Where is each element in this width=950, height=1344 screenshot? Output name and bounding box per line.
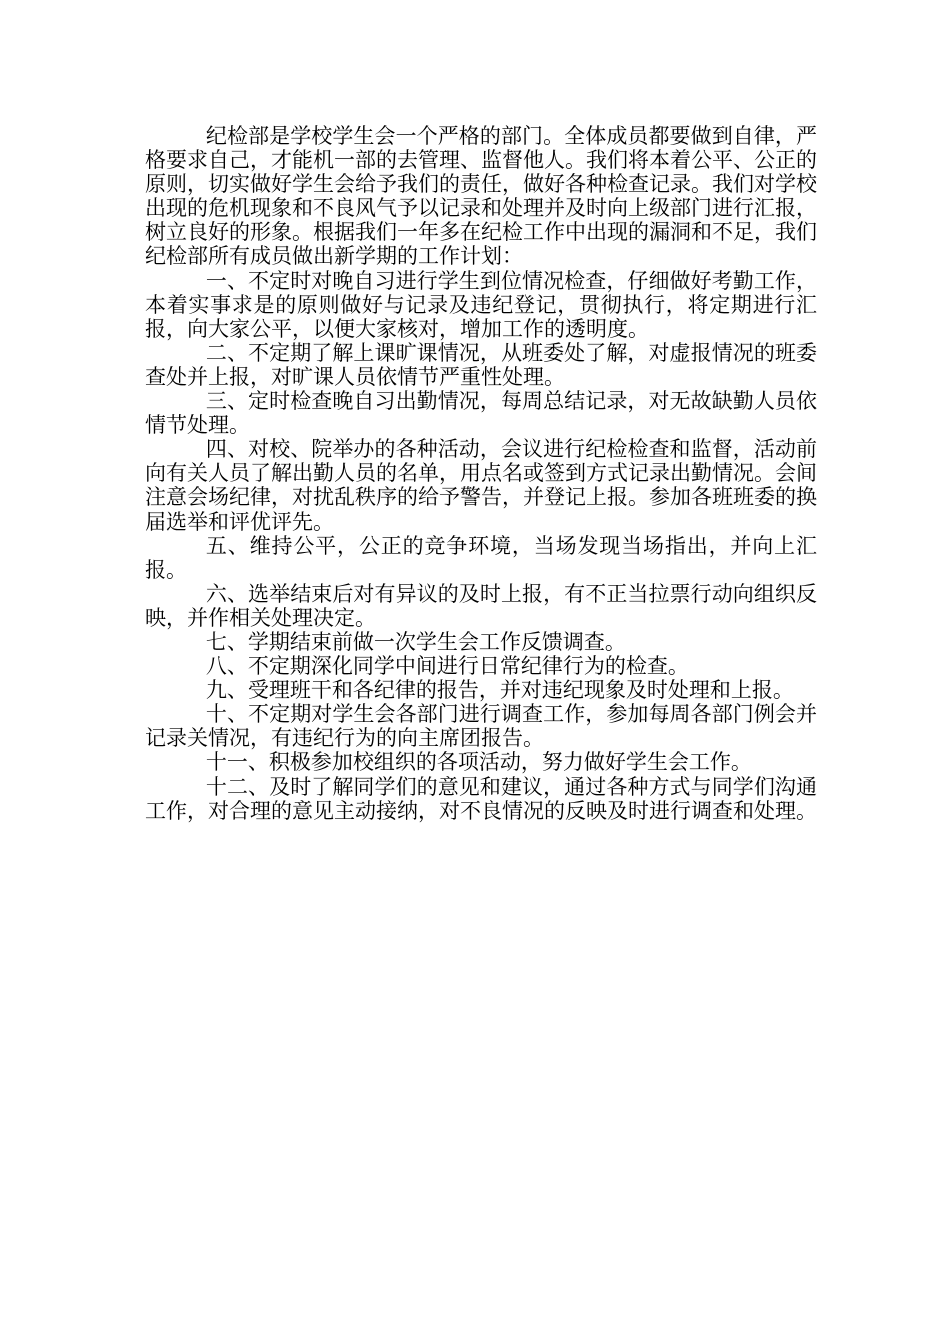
paragraph-item-8: 八、不定期深化同学中间进行日常纪律行为的检查。 bbox=[205, 654, 689, 679]
paragraph-item-3: 三、定时检查晚自习出勤情况，每周总结记录，对无故缺勤人员依情节处理。 bbox=[145, 389, 817, 438]
paragraph-item-1: 一、不定时对晚自习进行学生到位情况检查，仔细做好考勤工作，本着实事求是的原则做好与记录及违纪登记，贯彻执行，将定期进行汇报，向大家公平，以便大家核对，增加工作的透明度。 bbox=[145, 268, 817, 341]
paragraph-item-5: 五、维持公平，公正的竞争环境，当场发现当场指出，并向上汇报。 bbox=[145, 533, 817, 582]
paragraph-item-11: 十一、积极参加校组织的各项活动，努力做好学生会工作。 bbox=[205, 750, 752, 775]
paragraph-item-7: 七、学期结束前做一次学生会工作反馈调查。 bbox=[205, 629, 626, 654]
paragraph-intro: 纪检部是学校学生会一个严格的部门。全体成员都要做到自律，严格要求自己，才能机一部的去管理、监督他人。我们将本着公平、公正的原则，切实做好学生会给予我们的责任，做好各种检查记录。我们对学校出现的危机现象和不良风气予以记录和处理并及时向上级部门进行汇报，树立良好的形象。根据我们一年多在纪检工作中出现的漏洞和不足，我们纪检部所有成员做出新学期的工作计划： bbox=[145, 124, 817, 269]
paragraph-item-4: 四、对校、院举办的各种活动，会议进行纪检检查和监督，活动前向有关人员了解出勤人员的名单，用点名或签到方式记录出勤情况。会间注意会场纪律，对扰乱秩序的给予警告，并登记上报。参加各班班委的换届选举和评优评先。 bbox=[145, 437, 817, 534]
paragraph-item-9: 九、受理班干和各纪律的报告，并对违纪现象及时处理和上报。 bbox=[205, 678, 794, 703]
paragraph-item-10: 十、不定期对学生会各部门进行调查工作，参加每周各部门例会并记录关情况，有违纪行为的向主席团报告。 bbox=[145, 702, 817, 751]
paragraph-item-2: 二、不定期了解上课旷课情况，从班委处了解，对虚报情况的班委查处并上报，对旷课人员依情节严重性处理。 bbox=[145, 340, 817, 389]
paragraph-item-6: 六、选举结束后对有异议的及时上报，有不正当拉票行动向组织反映，并作相关处理决定。 bbox=[145, 581, 817, 630]
paragraph-item-12: 十二、及时了解同学们的意见和建议，通过各种方式与同学们沟通工作，对合理的意见主动接纳，对不良情况的反映及时进行调查和处理。 bbox=[145, 774, 817, 823]
document-body bbox=[145, 124, 817, 823]
